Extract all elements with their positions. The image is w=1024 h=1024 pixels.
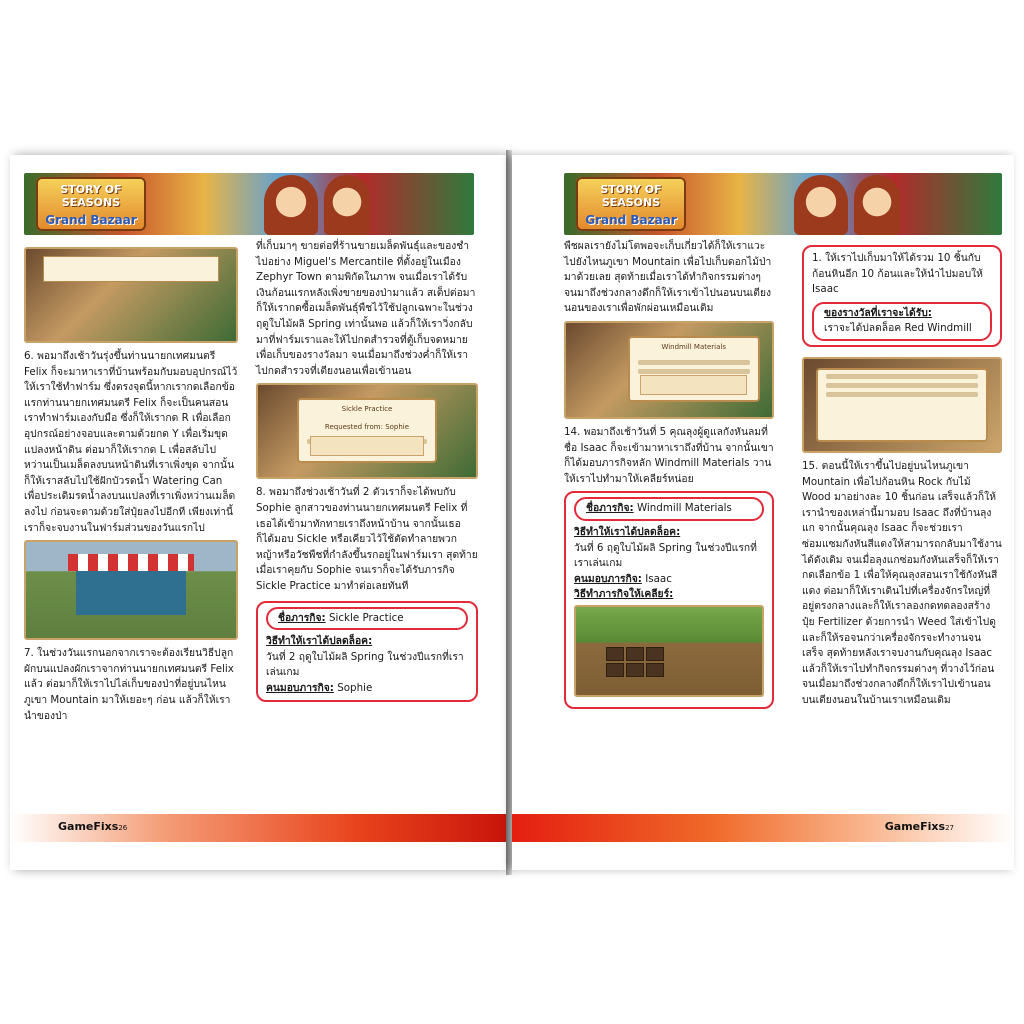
clear-method-label: วิธีทำภารกิจให้เคลียร์:	[574, 588, 674, 601]
screenshot-windmill-materials	[564, 321, 774, 419]
quest-name-pill	[266, 607, 468, 631]
right-page	[512, 155, 1014, 870]
shop-roof	[68, 554, 194, 571]
character-art	[264, 175, 318, 235]
quest-name-pill	[574, 497, 764, 521]
screenshot-shop	[24, 540, 238, 640]
unlock-label: วิธีทำให้เราได้ปลดล็อค:	[266, 635, 373, 648]
logo-title: STORY OF SEASONS	[600, 183, 662, 209]
reward-label: ของรางวัลที่เราจะได้รับ:	[824, 306, 932, 319]
quest-name-value: Windmill Materials	[636, 502, 732, 515]
soil-tile	[646, 663, 664, 677]
quest-name-label: ชื่อภารกิจ:	[278, 611, 326, 624]
paragraph-step-14: 14. พอมาถึงเช้าวันที่ 5 คุณลุงผู้ดูแลกังหันลมที่ชื่อ Isaac ก็จะเข้ามาหาเราถึงที่บ้าน จากนั้นเขาก็ได้มอบภารกิจหลัก Windmill Materials วานให้เราไปทำมาให้เคลียร์หน่อย	[564, 425, 774, 485]
dialog-text-area	[310, 436, 424, 456]
screenshot-sickle-practice	[256, 383, 478, 479]
character-art	[854, 175, 900, 235]
right-column-2	[802, 245, 1002, 712]
quest-info-box	[564, 491, 774, 709]
dialog-row	[638, 360, 750, 365]
left-page	[10, 155, 506, 870]
reward-pill	[812, 302, 992, 341]
character-art	[794, 175, 848, 235]
dialog-row	[638, 369, 750, 374]
reward-value: เราจะได้ปลดล็อค Red Windmill	[824, 322, 972, 335]
soil-tile	[606, 663, 624, 677]
footer-brand	[885, 820, 954, 833]
left-banner	[24, 173, 474, 235]
game-logo	[576, 177, 686, 231]
right-banner	[564, 173, 1002, 235]
quest-name-label: ชื่อภารกิจ:	[586, 502, 634, 515]
quest-name-value: Sickle Practice	[328, 611, 404, 624]
game-logo	[36, 177, 146, 231]
paragraph-step-15: 15. ตอนนี้ให้เราขึ้นไปอยู่บนไหนภูเขา Mountain เพื่อไปก้อนหิน Rock กับไม้ Wood มาอย่างละ 10 ชิ้นก่อน เสร็จแล้วก็ให้เรานำของเหล่านี้มามอบ Isaac ถึงที่บ้านลุงแก จากนั้นคุณลุง Isaac ก็จะช่วยเราซ่อมแซมกังหันสีแดงให้สามารถกลับมาใช้งานได้ดังเดิม จนเมื่อลุงแกซ่อมกังหันเสร็จก็ให้เรากดเลือกข้อ 1 เพื่อให้คุณลุงสอนเราใช้กังหันสีแดง ต่อมาก็ให้เราเดินไปที่เครื่องจักรใหญ่ที่อยู่ตรงกลางและก็ให้เราลองกดทดลองสร้างปุ๋ย Fertilizer ด้วยการนำ Weed ใส่เข้าไปดูและก็ให้รอจนกว่าเครื่องจักรจะทำงานจนเสร็จ สุดท้ายหลังเราจบงานกับคุณลุง Isaac แล้วก็ให้เราไปทำกิจกรรมต่างๆ ที่วางไว้ก่อน จนเมื่อมาถึงช่วงกลางดึกก็ให้เราไปเข้านอนบนเตียงนอนในบ้านเราเหมือนเดิม	[802, 459, 1002, 706]
footer-brand	[58, 820, 127, 833]
dialog-title: Windmill Materials	[661, 343, 726, 352]
quest-dialog	[297, 398, 437, 462]
right-column-1	[564, 239, 774, 709]
giver-label: คนมอบภารกิจ:	[266, 681, 334, 694]
dialog-title: Sickle Practice	[341, 405, 393, 414]
step-1-box	[802, 245, 1002, 347]
step-1-text: 1. ให้เราไปเก็บมาให้ได้รวม 10 ชิ้นกับก้อนหินอีก 10 ก้อนและให้นำไปมอบให้ Isaac	[812, 252, 983, 296]
left-footer	[10, 814, 506, 842]
paragraph-continued: ที่เก็บมาๆ ขายต่อที่ร้านขายเมล็ดพันธุ์และของชำไปอย่าง Miguel's Mercantile ที่ตั้งอยู่ในเมือง Zephyr Town ตามพิกัดในภาพ จนเมื่อเราได้รับเงินก้อนแรกหลังเพิ่งขายของป่ามาแล้ว สเต็ปต่อมาก็ให้เรากดซื้อเมล็ดพันธุ์พืชไว้ใช้ปลูกเฉพาะในช่วงฤดูใบไม้ผลิ Spring เท่านั้นพอ แล้วก็ให้เราวิ่งกลับมาที่ฟาร์มเราและให้ไปกดสำรวจที่ตู้เก็บจดหมายเพื่อเก็บของรางวัลมา จนเมื่อมาถึงช่วงค่ำก็ให้เราไปกดสำรวจที่เตียงนอนเพื่อเข้านอน	[256, 240, 476, 377]
inventory-row	[826, 392, 979, 397]
brand-name: GameFixs	[58, 820, 119, 833]
logo-subtitle: Grand Bazaar	[45, 213, 137, 227]
paragraph-step-7: 7. ในช่วงวันแรกนอกจากเราจะต้องเรียนวิธีปลูกผักบนแปลงผักเราจากท่านนายกเทศมนตรี Felix แล้ว ต่อมาก็ให้เราไปไล่เก็บของป่าที่อยู่บนไหนภูเขา Mountain มาให้เยอะๆ ก่อน แล้วก็ให้เรานำของป่า	[24, 647, 234, 722]
soil-tile	[626, 663, 644, 677]
inventory-panel	[816, 368, 989, 442]
inventory-row	[826, 374, 979, 379]
unlock-label: วิธีทำให้เราได้ปลดล็อค:	[574, 525, 681, 538]
unlock-value: วันที่ 2 ฤดูใบไม้ผลิ Spring ในช่วงปีแรกที่เราเล่นเกม	[266, 650, 464, 679]
inventory-row	[826, 383, 979, 388]
character-art	[324, 175, 370, 235]
soil-tile	[606, 647, 624, 661]
left-column-1	[24, 245, 238, 728]
screenshot-inventory	[802, 357, 1002, 453]
brand-name: GameFixs	[884, 820, 946, 833]
right-footer	[512, 814, 1014, 842]
paragraph-step-6: 6. พอมาถึงเช้าวันรุ่งขึ้นท่านนายกเทศมนตรี Felix ก็จะมาหาเราที่บ้านพร้อมกับมอบอุปกรณ์ไว้ให้เราใช้ทำฟาร์ม ซึ่งตรงจุดนี้หากเรากดเลือกข้อแรกท่านนายกเทศมนตรี Felix ก็จะเป็นคนสอนเราทำฟาร์มเองกับมือ ซึ่งก็ให้เรากด R เพื่อเลือกอุปกรณ์อย่างจอบและตามด้วยกด Y เพื่อเริ่มขุดแปลงหน้าดิน ต่อมาก็ให้เรากด L เพื่อสลับไปหว่านเป็นเมล็ดลงบนหน้าดินที่เราเพิ่งขุด จากนั้นก็ให้เราสลับไปใช้ฝักบัวรดน้ำ Watering Can เพื่อประเดิมรดน้ำลงบนแปลงที่เราเพิ่งหว่านเมล็ดลงไป ก่อนจะตามด้วยใส่ปุ๋ยลงไปอีกที เพียงเท่านี้เราก็จะจบงานในฟาร์มส่วนของวันแรกไป	[24, 350, 238, 534]
soil-tile	[626, 647, 644, 661]
paragraph-step-8: 8. พอมาถึงช่วงเช้าวันที่ 2 ตัวเราก็จะได้พบกับ Sophie ลูกสาวของท่านนายกเทศมนตรี Felix ที่เธอได้เข้ามาทักทายเราถึงหน้าบ้าน จากนั้นเธอก็ได้มอบ Sickle หรือเคียวไว้ใช้ตัดทำลายพวกหญ้าหรือวัชพืชที่กำลังขึ้นรกอยู่ในฟาร์มเรา สุดท้ายเมื่อเราคุยกับ Sophie จนเราก็จะได้รับภารกิจ Sickle Practice มาทำต่อเลยทันที	[256, 486, 478, 592]
page-number: 26	[118, 824, 128, 832]
paragraph-continued: พืชผลเรายังไม่โตพอจะเก็บเกี่ยวได้ก็ให้เราแวะไปยังไหนภูเขา Mountain เพื่อไปเก็บดอกไม้ป่ามาด้วยเลย สุดท้ายเมื่อเราได้ทำกิจกรรมต่างๆ จนมาถึงช่วงกลางดึกก็ให้เราเข้าไปนอนบนเตียงนอนของเราเพื่อพักผ่อนเหมือนเดิม	[564, 240, 772, 315]
giver-value: Isaac	[645, 572, 672, 585]
screenshot-farm-field	[574, 605, 764, 697]
left-column-2	[256, 239, 478, 702]
quest-info-box	[256, 601, 478, 703]
dialog-box	[43, 256, 219, 282]
quest-dialog	[628, 336, 760, 402]
logo-title: STORY OF SEASONS	[60, 183, 122, 209]
dialog-text-area	[640, 375, 747, 395]
dialog-subtitle: Requested from: Sophie	[324, 422, 410, 431]
logo-subtitle: Grand Bazaar	[585, 213, 677, 227]
giver-value: Sophie	[337, 681, 373, 694]
unlock-value: วันที่ 6 ฤดูใบไม้ผลิ Spring ในช่วงปีแรกที่เราเล่นเกม	[574, 541, 757, 570]
giver-label: คนมอบภารกิจ:	[574, 572, 642, 585]
screenshot-felix	[24, 247, 238, 343]
shop-wall	[76, 571, 185, 615]
soil-tile	[646, 647, 664, 661]
page-number: 27	[945, 824, 954, 832]
